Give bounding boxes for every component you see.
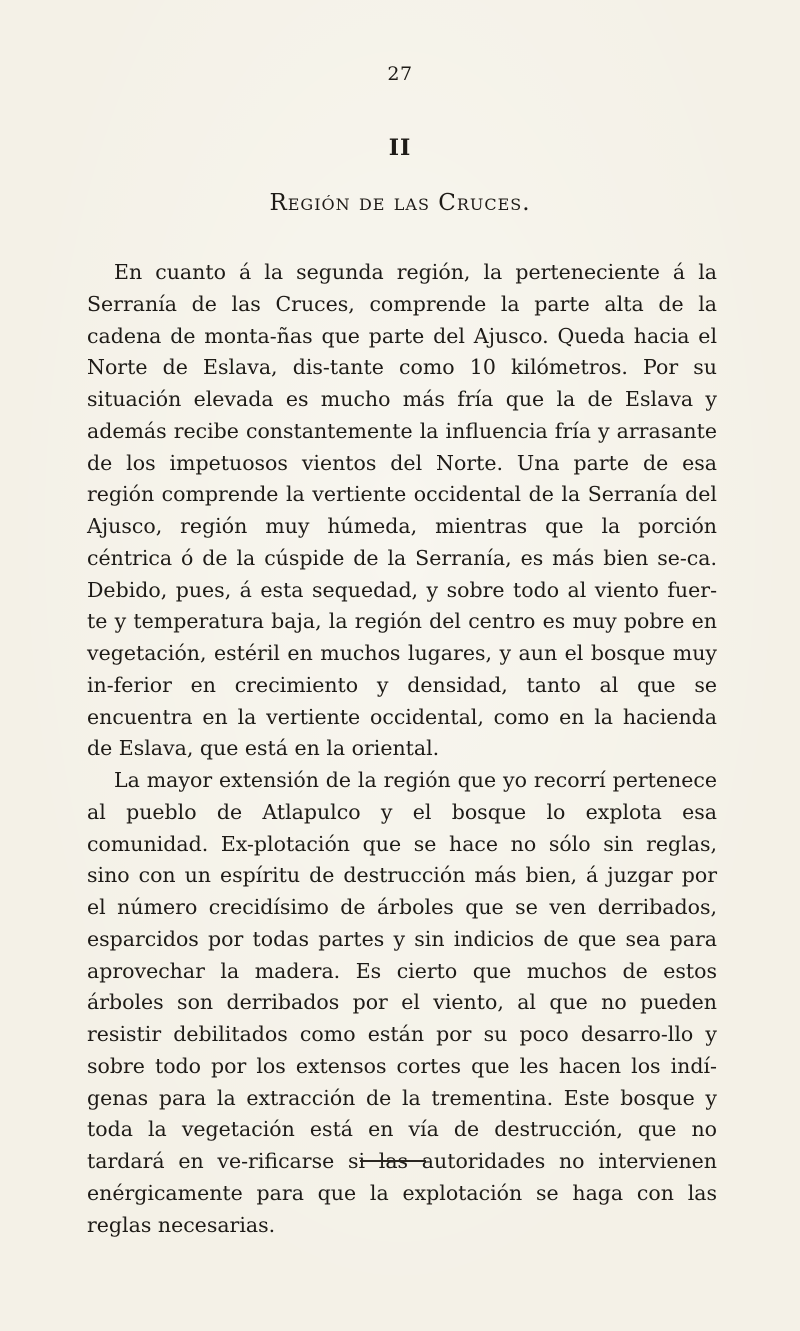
page-number: 27	[387, 63, 413, 85]
section-title: Región de las Cruces.	[269, 190, 531, 216]
paragraph: En cuanto á la segunda región, la perteneciente á la Serranía de las Cruces, comprende la parte alta de la cadena de monta-ñas que parte del Ajusco. Queda hacia el Norte de Eslava, dis-tante como 10 kilómetros. Por su situación elevada es mucho más fría que la de Eslava y además recibe constantemente la influencia fría y arrasante de los impetuosos vientos del Norte. Una parte de esa región comprende la vertiente occidental de la Serranía del Ajusco, región muy húmeda, mientras que la porción céntrica ó de la cúspide de la Serranía, es más bien se-ca. Debido, pues, á esta sequedad, y sobre todo al viento fuer-te y temperatura baja, la región del centro es muy pobre en vegetación, estéril en muchos lugares, y aun el bosque muy in-ferior en crecimiento y densidad, tanto al que se encuentra en la vertiente occidental, como en la hacienda de Eslava, que está en la oriental.	[87, 260, 717, 761]
paragraph: La mayor extensión de la región que yo recorrí pertenece al pueblo de Atlapulco y el bosque lo explota esa comunidad. Ex-plotación que se hace no sólo sin reglas, sino con un espíritu de destrucción más bien, á juzgar por el número crecidísimo de árboles que se ven derribados, esparcidos por todas partes y sin indicios de que sea para aprovechar la madera. Es cierto que muchos de estos árboles son derribados por el viento, al que no pueden resistir debilitados como están por su poco desarro-llo y sobre todo por los extensos cortes que les hacen los indí-genas para la extracción de la trementina. Este bosque y toda la vegetación está en vía de destrucción, que no tardará en ve-rificarse si las autoridades no intervienen enérgicamente para que la explotación se haga con las reglas necesarias.	[87, 768, 717, 1237]
chapter-heading: II	[388, 135, 412, 161]
body-text	[87, 257, 717, 1241]
section-divider	[360, 1160, 426, 1162]
